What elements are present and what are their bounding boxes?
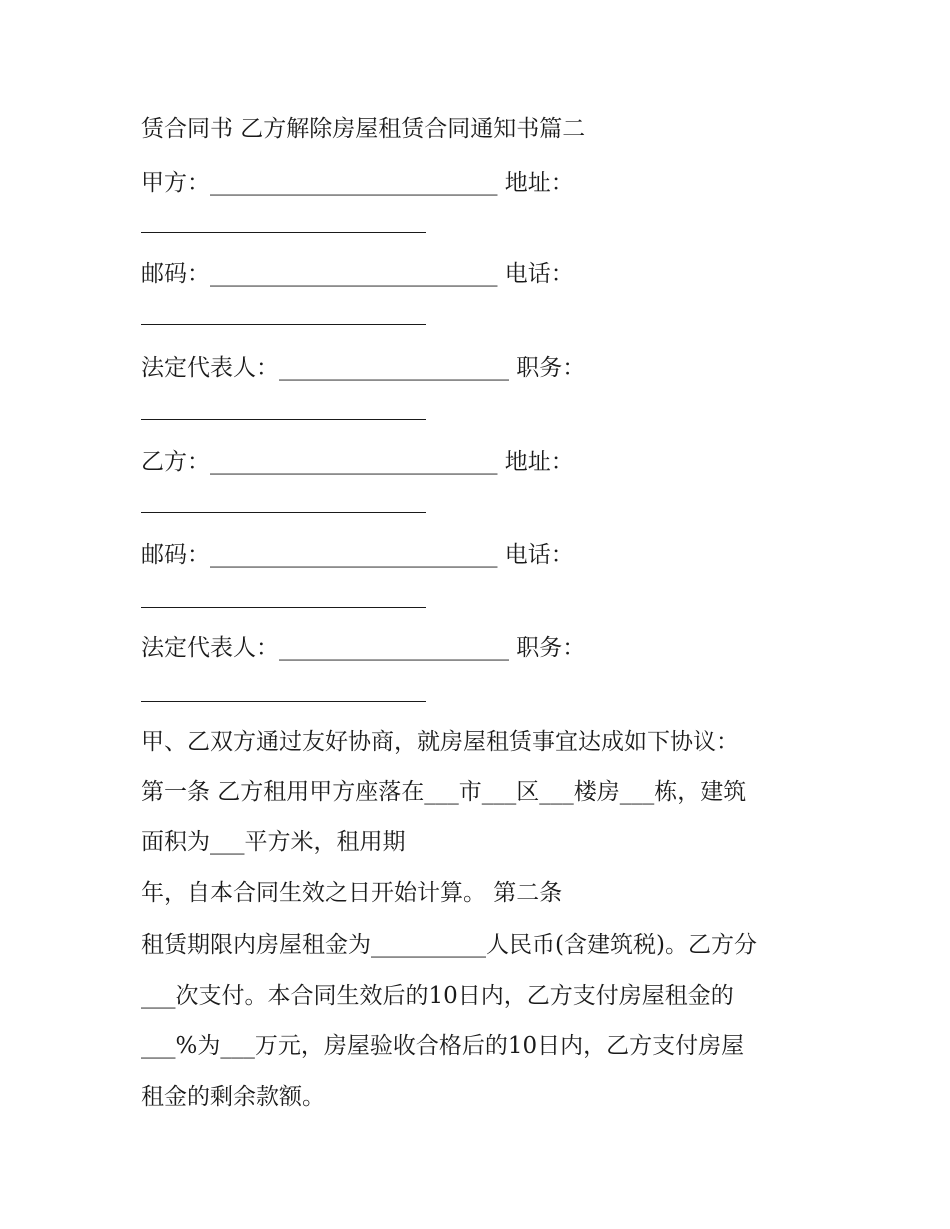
agreement-intro-line: 甲、乙双方通过友好协商，就房屋租赁事宜达成如下协议： xyxy=(141,729,739,755)
party-b-address-blank xyxy=(141,510,426,513)
party-a-phone-blank xyxy=(141,322,426,325)
heading-line: 赁合同书 乙方解除房屋租赁合同通知书篇二 xyxy=(141,116,586,142)
article-two-line-2: ___次支付。本合同生效后的10日内，乙方支付房屋租金的 xyxy=(141,983,734,1009)
party-b-position-blank xyxy=(141,699,426,702)
party-a-position-blank xyxy=(141,417,426,420)
article-two-line-4: 租金的剩余款额。 xyxy=(141,1084,325,1110)
article-one-line-1: 第一条 乙方租用甲方座落在___市___区___楼房___栋，建筑 xyxy=(141,779,747,805)
party-b-postcode-phone-line: 邮码：_________________________ 电话： xyxy=(141,542,574,568)
article-one-line-3: 年，自本合同生效之日开始计算。 第二条 xyxy=(141,880,563,906)
party-a-postcode-phone-line: 邮码：_________________________ 电话： xyxy=(141,261,574,287)
party-b-representative-line: 法定代表人：____________________ 职务： xyxy=(141,635,586,661)
party-a-representative-line: 法定代表人：____________________ 职务： xyxy=(141,355,586,381)
article-one-line-2: 面积为___平方米，租用期 xyxy=(141,829,406,855)
article-two-line-3: ___%为___万元，房屋验收合格后的10日内，乙方支付房屋 xyxy=(141,1033,745,1059)
party-b-phone-blank xyxy=(141,605,426,608)
party-b-name-address-line: 乙方：_________________________ 地址： xyxy=(141,449,574,475)
party-a-address-blank xyxy=(141,230,426,233)
article-two-line-1: 租赁期限内房屋租金为__________人民币(含建筑税)。乙方分 xyxy=(141,932,757,958)
party-a-name-address-line: 甲方：_________________________ 地址： xyxy=(141,170,574,196)
